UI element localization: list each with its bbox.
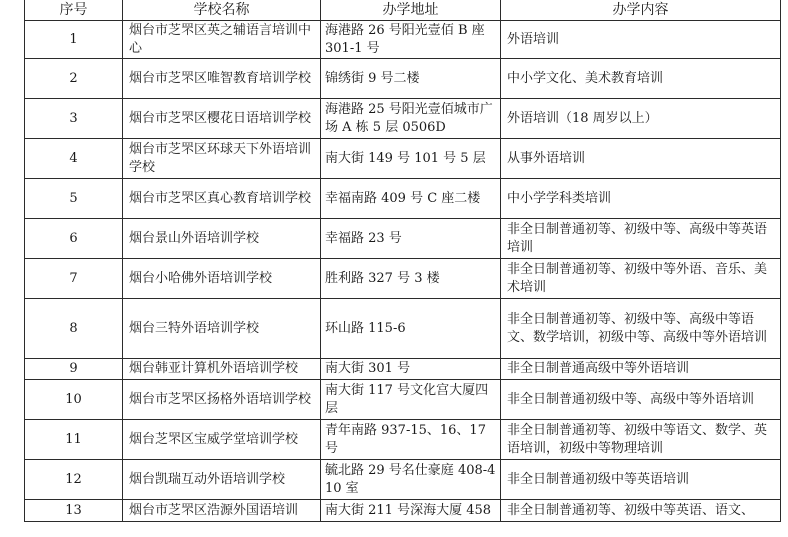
- school-address: 南大街 301 号: [321, 359, 501, 380]
- header-address: 办学地址: [321, 0, 501, 21]
- school-name: 烟台韩亚计算机外语培训学校: [123, 359, 321, 380]
- table-row: [25, 500, 781, 522]
- school-content: 非全日制普通初级中等英语培训: [501, 460, 781, 500]
- row-number: 11: [25, 420, 123, 460]
- table-row: [25, 460, 781, 500]
- row-number: 12: [25, 460, 123, 500]
- school-address: 青年南路 937-15、16、17 号: [321, 420, 501, 460]
- school-address: 南大街 211 号深海大厦 458: [321, 500, 501, 522]
- table-row: [25, 21, 781, 59]
- row-number: 7: [25, 259, 123, 299]
- school-name: 烟台芝罘区宝威学堂培训学校: [123, 420, 321, 460]
- school-name: 烟台小哈佛外语培训学校: [123, 259, 321, 299]
- table-row: [25, 259, 781, 299]
- table-row: [25, 380, 781, 420]
- row-number: 8: [25, 299, 123, 359]
- school-address: 幸福路 23 号: [321, 219, 501, 259]
- table-header-row: [25, 0, 781, 21]
- school-content: 非全日制普通初级中等、高级中等外语培训: [501, 380, 781, 420]
- table-row: [25, 299, 781, 359]
- school-address: 海港路 25 号阳光壹佰城市广场 A 栋 5 层 0506D: [321, 99, 501, 139]
- school-name: 烟台三特外语培训学校: [123, 299, 321, 359]
- row-number: 6: [25, 219, 123, 259]
- school-content: 从事外语培训: [501, 139, 781, 179]
- school-content: 非全日制普通初等、初级中等、高级中等语文、数学培训，初级中等、高级中等外语培训: [501, 299, 781, 359]
- row-number: 4: [25, 139, 123, 179]
- school-name: 烟台市芝罘区真心教育培训学校: [123, 179, 321, 219]
- school-content: 非全日制普通高级中等外语培训: [501, 359, 781, 380]
- header-school-name: 学校名称: [123, 0, 321, 21]
- school-name: 烟台凯瑞互动外语培训学校: [123, 460, 321, 500]
- school-content: 中小学学科类培训: [501, 179, 781, 219]
- row-number: 3: [25, 99, 123, 139]
- header-number: 序号: [25, 0, 123, 21]
- school-content: 非全日制普通初等、初级中等、高级中等英语培训: [501, 219, 781, 259]
- school-address: 海港路 26 号阳光壹佰 B 座 301-1 号: [321, 21, 501, 59]
- table-row: [25, 219, 781, 259]
- schools-table: [24, 0, 781, 522]
- school-name: 烟台景山外语培训学校: [123, 219, 321, 259]
- table-row: [25, 359, 781, 380]
- row-number: 13: [25, 500, 123, 522]
- row-number: 5: [25, 179, 123, 219]
- school-address: 锦绣街 9 号二楼: [321, 59, 501, 99]
- school-address: 胜利路 327 号 3 楼: [321, 259, 501, 299]
- school-address: 环山路 115-6: [321, 299, 501, 359]
- school-content: 外语培训: [501, 21, 781, 59]
- row-number: 9: [25, 359, 123, 380]
- school-content: 非全日制普通初等、初级中等英语、语文、: [501, 500, 781, 522]
- school-address: 南大街 117 号文化宫大厦四层: [321, 380, 501, 420]
- school-name: 烟台市芝罘区环球天下外语培训学校: [123, 139, 321, 179]
- school-content: 中小学文化、美术教育培训: [501, 59, 781, 99]
- row-number: 1: [25, 21, 123, 59]
- school-address: 南大街 149 号 101 号 5 层: [321, 139, 501, 179]
- school-name: 烟台市芝罘区樱花日语培训学校: [123, 99, 321, 139]
- school-content: 外语培训（18 周岁以上）: [501, 99, 781, 139]
- school-name: 烟台市芝罘区浩源外国语培训: [123, 500, 321, 522]
- header-content: 办学内容: [501, 0, 781, 21]
- school-address: 幸福南路 409 号 C 座二楼: [321, 179, 501, 219]
- row-number: 10: [25, 380, 123, 420]
- table-row: [25, 179, 781, 219]
- table-row: [25, 99, 781, 139]
- school-name: 烟台市芝罘区唯智教育培训学校: [123, 59, 321, 99]
- school-content: 非全日制普通初等、初级中等外语、音乐、美术培训: [501, 259, 781, 299]
- school-content: 非全日制普通初等、初级中等语文、数学、英语培训，初级中等物理培训: [501, 420, 781, 460]
- row-number: 2: [25, 59, 123, 99]
- table-row: [25, 59, 781, 99]
- school-name: 烟台市芝罘区英之辅语言培训中心: [123, 21, 321, 59]
- school-name: 烟台市芝罘区扬格外语培训学校: [123, 380, 321, 420]
- table-row: [25, 139, 781, 179]
- table-row: [25, 420, 781, 460]
- school-address: 毓北路 29 号名仕豪庭 408-410 室: [321, 460, 501, 500]
